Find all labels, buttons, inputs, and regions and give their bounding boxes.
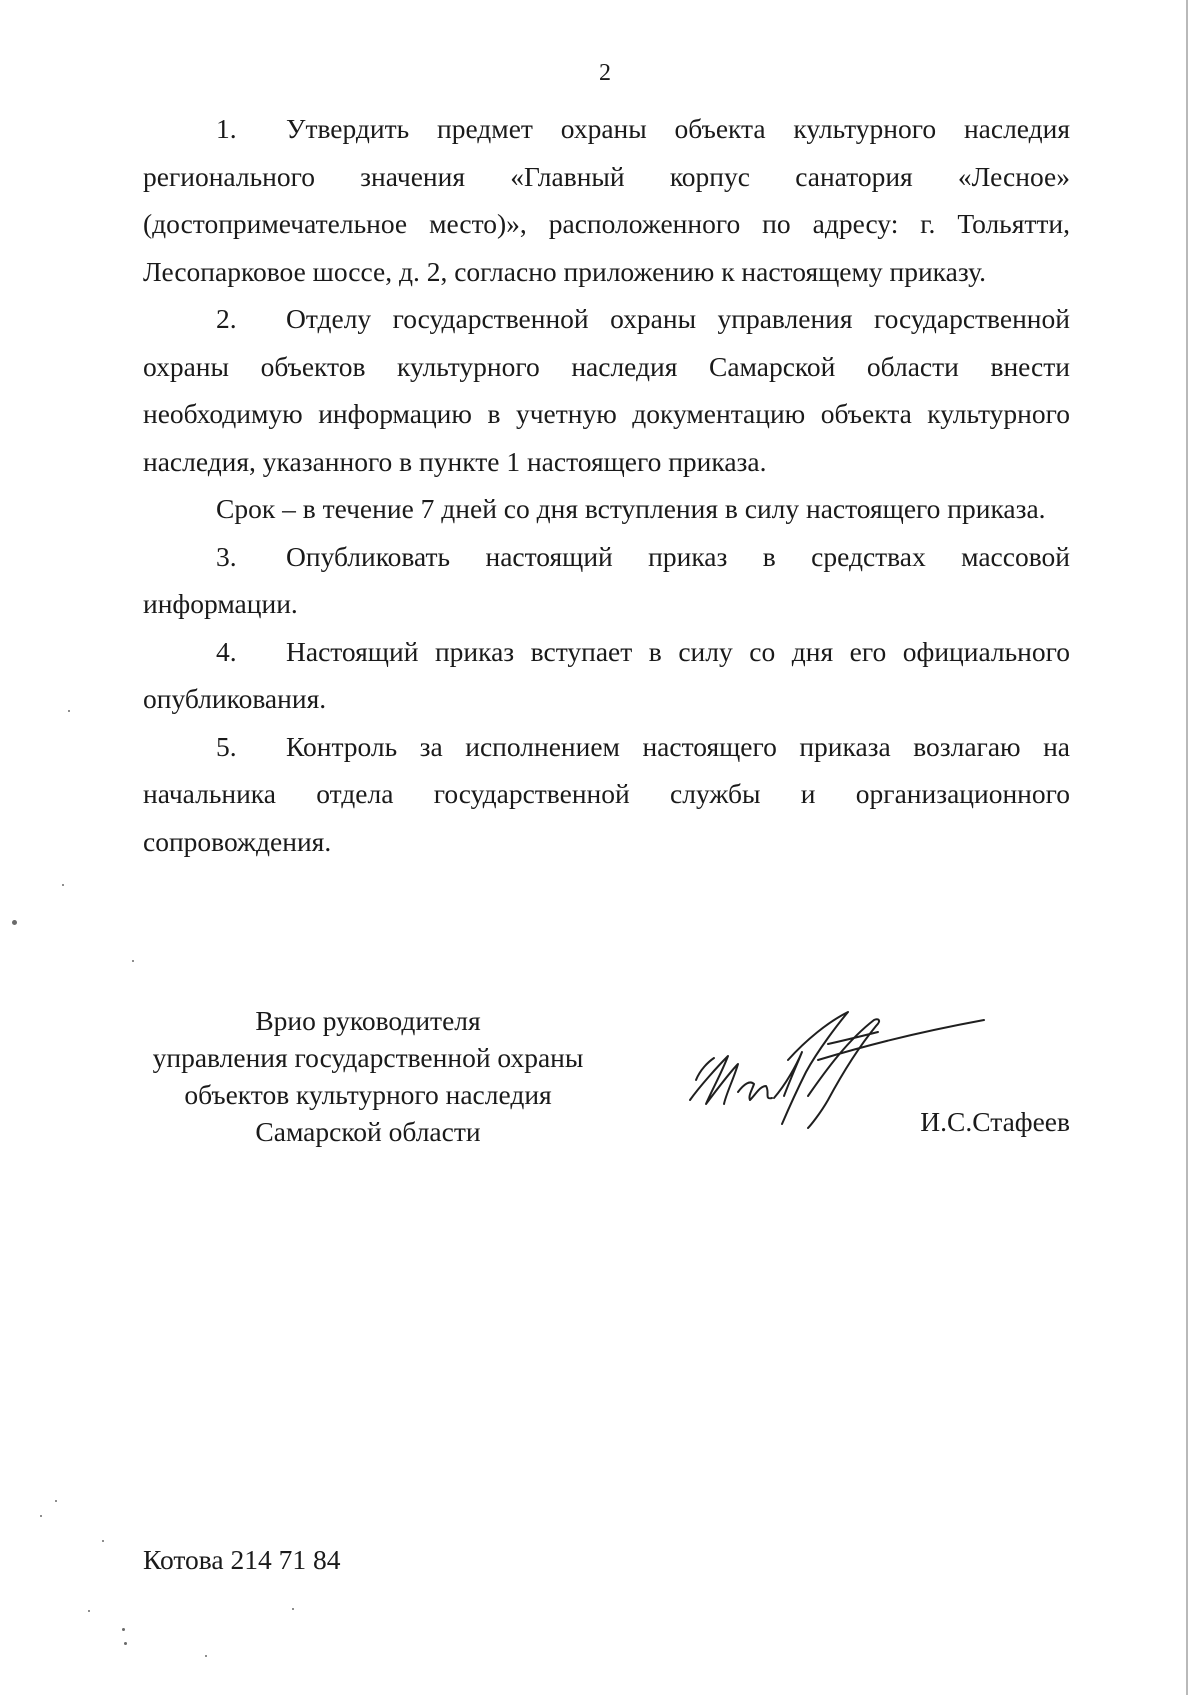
scan-speck xyxy=(55,1500,57,1502)
scan-speck xyxy=(12,920,17,925)
item-number: 2. xyxy=(216,303,237,334)
order-item-3 xyxy=(143,533,1070,628)
deadline-text: Срок – в течение 7 дней со дня вступления в силу настоящего приказа. xyxy=(216,493,1046,524)
item-text: Контроль за исполнением настоящего приказа возлагаю на начальника отдела государственной службы и организационного сопровождения. xyxy=(143,730,1070,857)
scan-speck xyxy=(40,1515,42,1517)
page-edge xyxy=(1186,0,1188,1695)
order-item-4 xyxy=(143,628,1070,723)
scan-speck xyxy=(132,960,134,962)
scan-speck xyxy=(62,884,64,886)
scan-speck xyxy=(124,1642,127,1645)
scan-speck xyxy=(205,1655,207,1657)
order-item-2 xyxy=(143,295,1070,485)
order-item-5 xyxy=(143,723,1070,866)
position-line: Самарской области xyxy=(255,1116,481,1147)
order-item-1 xyxy=(143,105,1070,295)
position-line: объектов культурного наследия xyxy=(184,1079,552,1110)
scan-speck xyxy=(292,1608,294,1610)
item-number: 4. xyxy=(216,635,237,667)
executor-contact: Котова 214 71 84 xyxy=(143,1544,341,1575)
item-text: Опубликовать настоящий приказ в средствах массовой информации. xyxy=(143,540,1070,619)
scan-speck xyxy=(102,1540,104,1542)
item-number: 5. xyxy=(216,730,237,762)
item-text: Утвердить предмет охраны объекта культурного наследия регионального значения «Главный корпус санатория «Лесное» (достопримечательное место)», расположенного по адресу: г. Тольятти, Лесопарковое шоссе, д. 2, согласно приложению к настоящему приказу. xyxy=(143,113,1070,287)
signer-name: И.С.Стафеев xyxy=(920,1106,1070,1137)
signer-position xyxy=(138,1002,598,1150)
order-body xyxy=(143,105,1070,865)
item-number: 1. xyxy=(216,113,237,144)
item-text: Настоящий приказ вступает в силу со дня его официального опубликования. xyxy=(143,635,1070,714)
scan-speck xyxy=(88,1610,90,1612)
item-number: 3. xyxy=(216,540,237,572)
scan-speck xyxy=(122,1628,125,1631)
page-number: 2 xyxy=(599,60,611,86)
position-line: Врио руководителя xyxy=(255,1005,481,1036)
order-deadline xyxy=(143,485,1070,533)
position-line: управления государственной охраны xyxy=(152,1042,584,1073)
item-text: Отделу государственной охраны управления государственной охраны объектов культурного наследия Самарской области внести необходимую информацию в учетную документацию объекта культурного наследия, указанного в пункте 1 настоящего приказа. xyxy=(143,303,1070,477)
scan-speck xyxy=(68,710,70,712)
